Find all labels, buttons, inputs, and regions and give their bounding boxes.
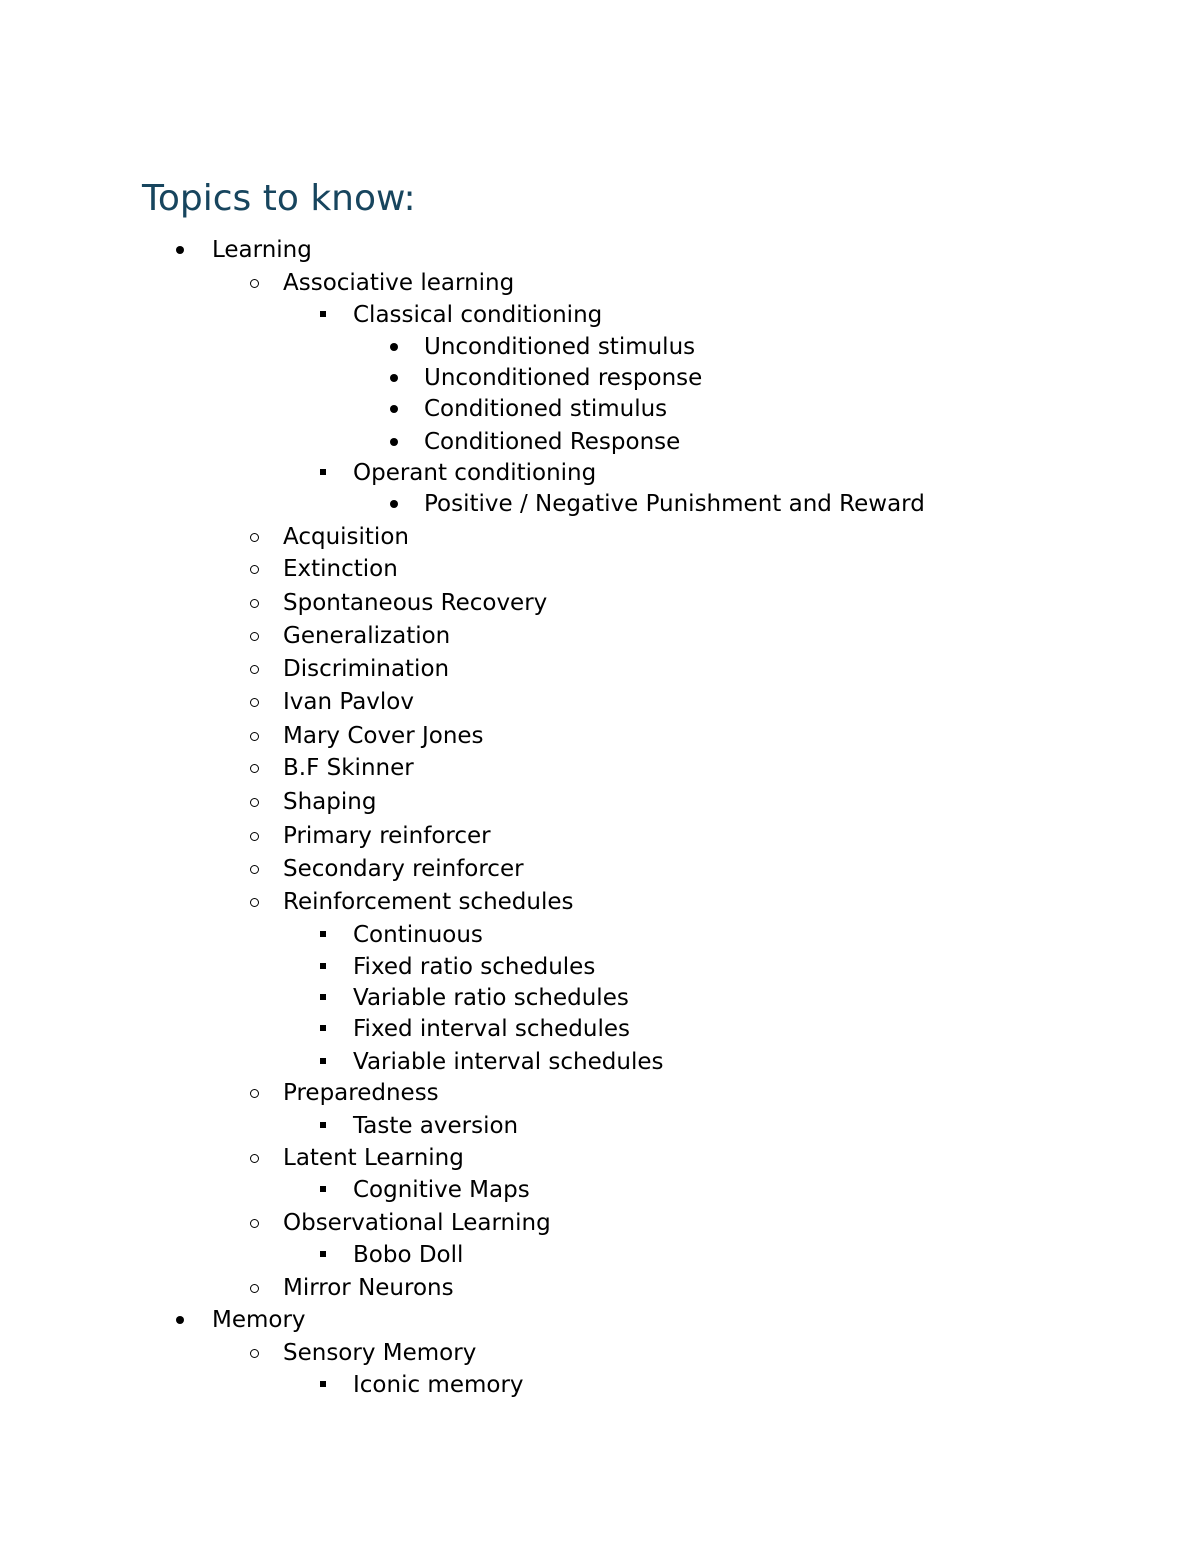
list-item-label: Variable ratio schedules [353,985,629,1011]
list-item [0,234,1100,266]
circle-bullet-icon [247,267,267,299]
list-item [0,951,1100,983]
circle-bullet-icon [247,686,267,718]
list-item-label: Secondary reinforcer [283,856,524,882]
list-item-label: Learning [212,237,312,263]
list-item [0,267,1100,299]
list-item-label: Conditioned Response [424,429,681,455]
disc-bullet-icon [172,234,192,266]
square-bullet-icon [317,1239,337,1271]
list-item [0,686,1100,718]
list-item-label: Spontaneous Recovery [283,590,548,616]
list-item [0,587,1100,619]
circle-bullet-icon [247,752,267,784]
list-item-label: Bobo Doll [353,1242,464,1268]
list-item-label: Reinforcement schedules [283,889,574,915]
square-bullet-icon [317,1110,337,1142]
list-item-label: Classical conditioning [353,302,603,328]
list-item-label: Positive / Negative Punishment and Reward [424,491,925,517]
list-item-label: Generalization [283,623,451,649]
list-item [0,919,1100,951]
list-item-label: Discrimination [283,656,450,682]
list-item-label: Taste aversion [353,1113,519,1139]
list-item [0,1304,1100,1336]
list-item [0,820,1100,852]
list-item-label: Unconditioned response [424,365,703,391]
list-item [0,393,1100,425]
list-item-label: Extinction [283,556,398,582]
list-item [0,982,1100,1014]
circle-bullet-icon [247,1077,267,1109]
square-bullet-icon [317,299,337,331]
list-item [0,786,1100,818]
list-item [0,1207,1100,1239]
circle-bullet-icon [247,1337,267,1369]
circle-bullet-icon [247,620,267,652]
square-bullet-icon [317,457,337,489]
list-item-label: Continuous [353,922,483,948]
list-item [0,331,1100,363]
disc-bullet-icon [386,426,406,458]
list-item-label: Cognitive Maps [353,1177,530,1203]
circle-bullet-icon [247,886,267,918]
square-bullet-icon [317,951,337,983]
list-item [0,1174,1100,1206]
list-item [0,1110,1100,1142]
circle-bullet-icon [247,521,267,553]
disc-bullet-icon [172,1304,192,1336]
list-item [0,752,1100,784]
list-item-label: Variable interval schedules [353,1049,664,1075]
square-bullet-icon [317,1013,337,1045]
list-item-label: Fixed interval schedules [353,1016,630,1042]
list-item [0,521,1100,553]
list-item [0,362,1100,394]
disc-bullet-icon [386,331,406,363]
square-bullet-icon [317,1369,337,1401]
list-item-label: B.F Skinner [283,755,414,781]
page-title: Topics to know: [142,178,416,219]
list-item-label: Observational Learning [283,1210,551,1236]
list-item-label: Operant conditioning [353,460,597,486]
list-item-label: Latent Learning [283,1145,464,1171]
list-item [0,1142,1100,1174]
circle-bullet-icon [247,786,267,818]
disc-bullet-icon [386,393,406,425]
square-bullet-icon [317,1174,337,1206]
list-item [0,720,1100,752]
list-item-label: Sensory Memory [283,1340,477,1366]
circle-bullet-icon [247,1207,267,1239]
list-item [0,457,1100,489]
circle-bullet-icon [247,720,267,752]
list-item [0,1239,1100,1271]
circle-bullet-icon [247,820,267,852]
circle-bullet-icon [247,1272,267,1304]
list-item [0,488,1100,520]
list-item [0,426,1100,458]
circle-bullet-icon [247,1142,267,1174]
disc-bullet-icon [386,488,406,520]
list-item [0,653,1100,685]
disc-bullet-icon [386,362,406,394]
list-item [0,886,1100,918]
circle-bullet-icon [247,653,267,685]
list-item-label: Shaping [283,789,377,815]
circle-bullet-icon [247,553,267,585]
list-item-label: Mirror Neurons [283,1275,454,1301]
list-item [0,1337,1100,1369]
square-bullet-icon [317,982,337,1014]
list-item [0,1046,1100,1078]
square-bullet-icon [317,919,337,951]
list-item-label: Ivan Pavlov [283,689,414,715]
list-item [0,620,1100,652]
list-item-label: Memory [212,1307,306,1333]
list-item-label: Conditioned stimulus [424,396,668,422]
circle-bullet-icon [247,853,267,885]
list-item [0,853,1100,885]
list-item-label: Primary reinforcer [283,823,491,849]
list-item-label: Iconic memory [353,1372,524,1398]
list-item [0,553,1100,585]
list-item [0,1013,1100,1045]
list-item-label: Associative learning [283,270,515,296]
list-item [0,1369,1100,1401]
list-item [0,1077,1100,1109]
circle-bullet-icon [247,587,267,619]
list-item-label: Preparedness [283,1080,439,1106]
list-item-label: Mary Cover Jones [283,723,484,749]
square-bullet-icon [317,1046,337,1078]
list-item-label: Fixed ratio schedules [353,954,596,980]
list-item-label: Acquisition [283,524,409,550]
list-item [0,1272,1100,1304]
list-item-label: Unconditioned stimulus [424,334,696,360]
list-item [0,299,1100,331]
